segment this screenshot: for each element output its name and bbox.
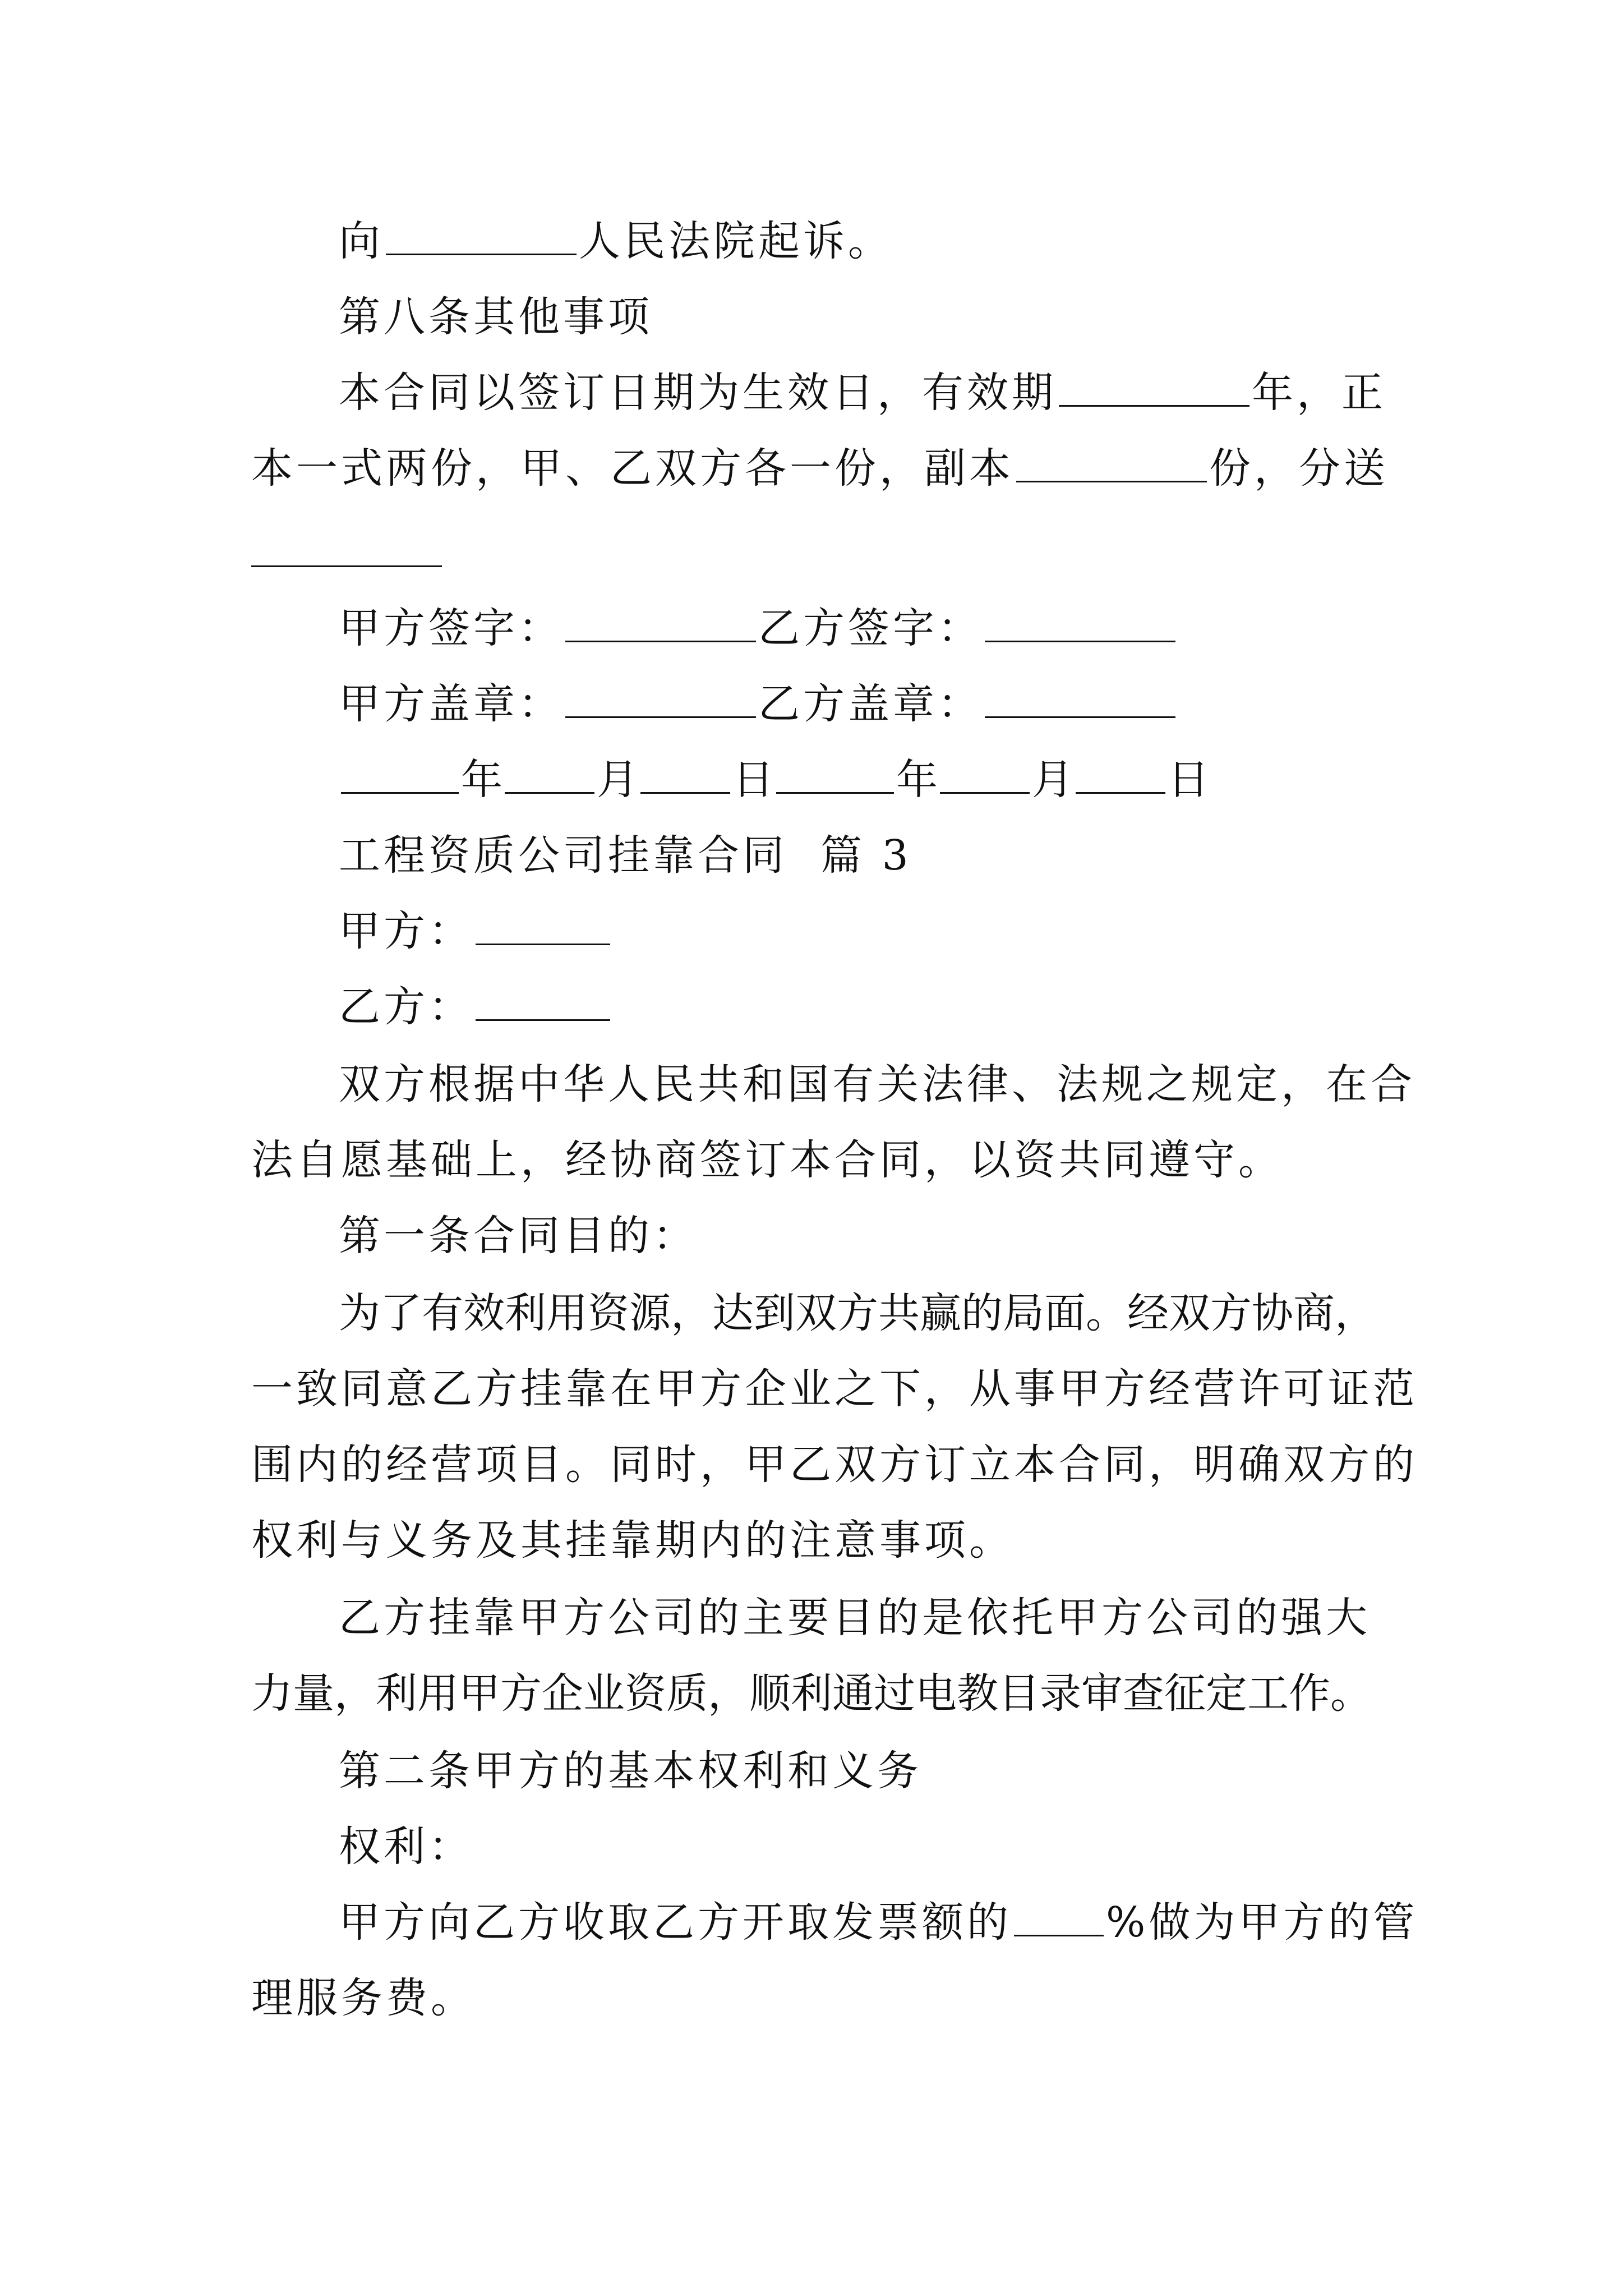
fill-blank bbox=[386, 217, 577, 255]
paragraph-line: 一致同意乙方挂靠在甲方企业之下，从事甲方经营许可证范 bbox=[251, 1365, 1418, 1413]
paragraph-line: 理服务费。 bbox=[251, 1974, 476, 2022]
text-segment: 日 bbox=[1168, 756, 1209, 804]
text-segment: 日 bbox=[732, 756, 774, 804]
section-title: 工程资质公司挂靠合同 篇 3 bbox=[339, 831, 912, 880]
text-segment: 年 bbox=[896, 756, 938, 804]
fill-blank bbox=[940, 755, 1030, 794]
fill-blank bbox=[565, 604, 756, 642]
fill-blank bbox=[1014, 1898, 1104, 1936]
text-segment: 乙方签字： bbox=[758, 604, 983, 652]
paragraph-line bbox=[339, 1897, 1483, 1948]
fill-blank bbox=[985, 679, 1175, 718]
paragraph-line: 乙方挂靠甲方公司的主要目的是依托甲方公司的强大 bbox=[339, 1594, 1371, 1642]
section-heading: 第一条合同目的： bbox=[339, 1212, 698, 1260]
fill-blank bbox=[985, 604, 1175, 642]
seal-line bbox=[339, 679, 1483, 729]
text-line bbox=[339, 216, 1483, 266]
section-heading: 第八条其他事项 bbox=[339, 293, 653, 341]
paragraph-line: 法自愿基础上，经协商签订本合同，以资共同遵守。 bbox=[251, 1136, 1283, 1184]
text-segment: 乙方： bbox=[339, 983, 473, 1031]
fill-blank bbox=[640, 755, 730, 794]
paragraph-line: 双方根据中华人民共和国有关法律、法规之规定，在合 bbox=[339, 1060, 1415, 1108]
date-line bbox=[339, 754, 1483, 805]
paragraph-line: 为了有效利用资源，达到双方共赢的局面。经双方协商， bbox=[339, 1289, 1376, 1337]
fill-blank bbox=[776, 755, 894, 794]
text-line bbox=[251, 443, 1395, 494]
text-segment: %做为甲方的管 bbox=[1106, 1898, 1418, 1947]
text-segment: 月 bbox=[1032, 756, 1073, 804]
fill-blank bbox=[341, 755, 459, 794]
fill-blank bbox=[251, 543, 442, 567]
fill-blank bbox=[505, 755, 594, 794]
text-segment: 甲方： bbox=[339, 907, 473, 955]
text-segment: 甲方向乙方收取乙方开取发票额的 bbox=[339, 1898, 1012, 1947]
fill-blank bbox=[1076, 755, 1165, 794]
text-segment: 月 bbox=[597, 756, 638, 804]
section-subheading: 权利： bbox=[339, 1823, 473, 1871]
text-segment: 甲方签字： bbox=[339, 604, 563, 652]
text-line bbox=[251, 367, 1395, 418]
fill-blank bbox=[565, 679, 756, 718]
text-segment: 向 bbox=[339, 217, 384, 265]
paragraph-line: 力量，利用甲方企业资质，顺利通过电教目录审查征定工作。 bbox=[251, 1669, 1372, 1718]
section-heading: 第二条甲方的基本权利和义务 bbox=[339, 1747, 922, 1795]
text-segment: 人民法院起诉。 bbox=[579, 217, 893, 265]
fill-blank bbox=[1016, 444, 1207, 482]
text-segment: 乙方盖章： bbox=[758, 680, 983, 728]
text-segment: 本合同以签订日期为生效日，有效期 bbox=[339, 369, 1057, 417]
party-b-line bbox=[339, 982, 1483, 1032]
text-segment: 本一式两份，甲、乙双方各一份，副本 bbox=[251, 444, 1014, 493]
fill-blank bbox=[1059, 368, 1249, 407]
fill-blank bbox=[476, 907, 610, 945]
text-segment: 年，正 bbox=[1252, 369, 1386, 417]
party-a-line bbox=[339, 906, 1483, 956]
fill-blank bbox=[476, 982, 610, 1021]
signature-line bbox=[339, 603, 1483, 654]
paragraph-line: 围内的经营项目。同时，甲乙双方订立本合同，明确双方的 bbox=[251, 1441, 1418, 1489]
text-segment: 份，分送 bbox=[1209, 444, 1389, 493]
text-segment: 年 bbox=[461, 756, 502, 804]
paragraph-line: 权利与义务及其挂靠期内的注意事项。 bbox=[251, 1516, 1014, 1565]
text-segment: 甲方盖章： bbox=[339, 680, 563, 728]
